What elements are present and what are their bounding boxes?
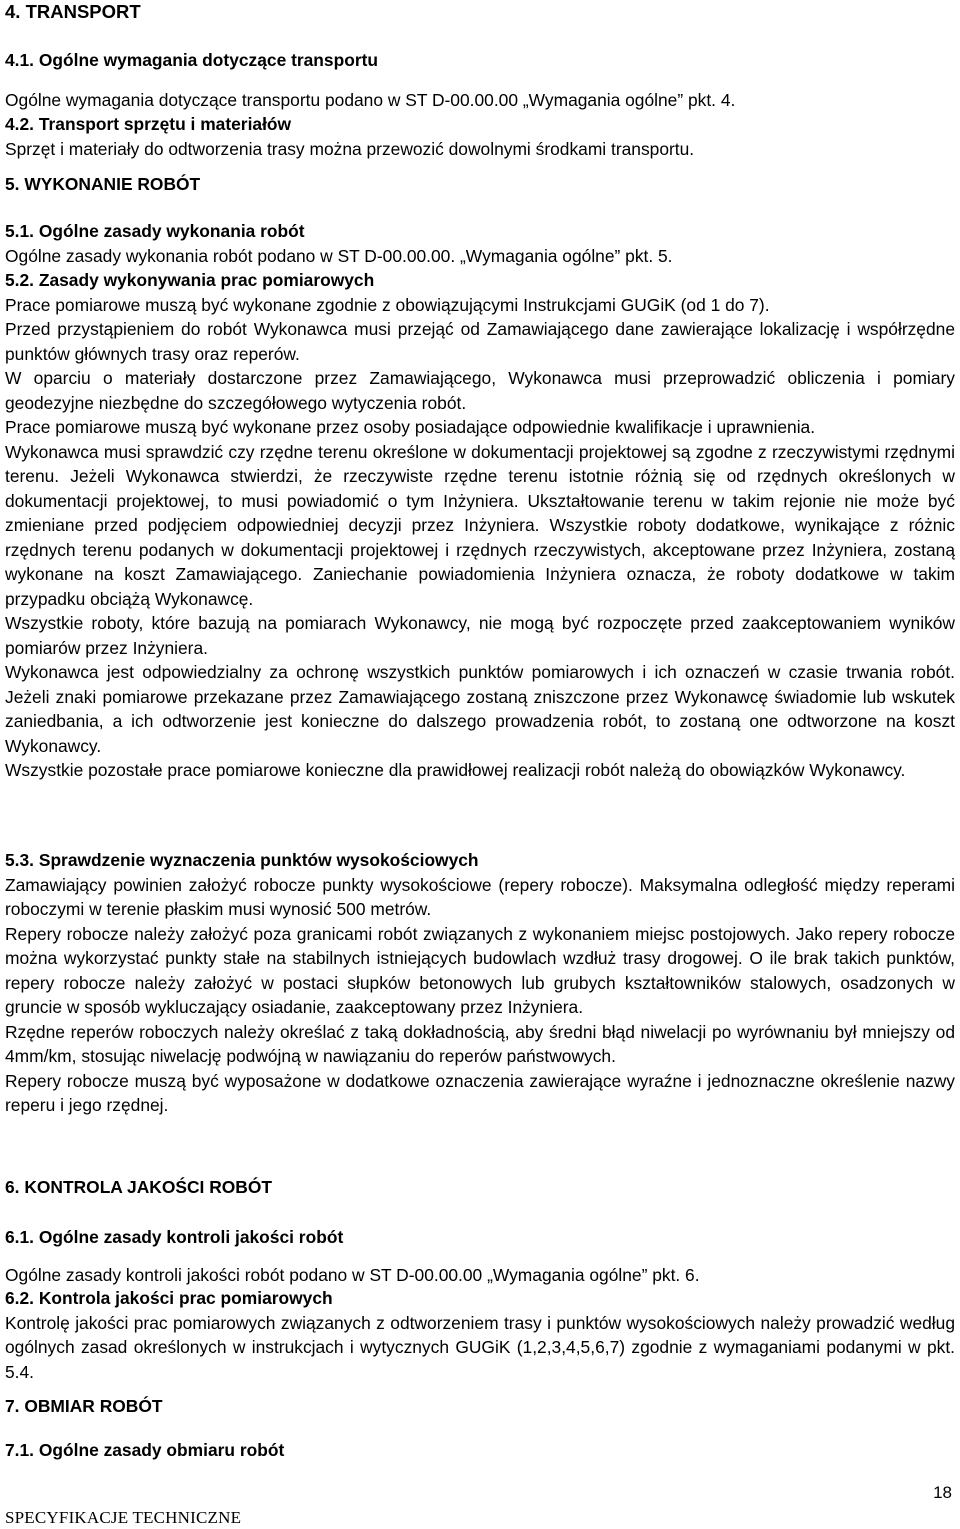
section-5-2 [5, 268, 955, 783]
heading-5-2: 5.2. Zasady wykonywania prac pomiarowych [5, 270, 375, 290]
section-4 [5, 0, 955, 25]
paragraph-6-1: Ogólne zasady kontroli jakości robót podano w ST D-00.00.00 „Wymagania ogólne” pkt. 6. [5, 1265, 700, 1285]
heading-5: 5. WYKONANIE ROBÓT [5, 174, 201, 194]
section-5-1 [5, 219, 955, 268]
paragraph-5-3-0: Zamawiający powinien założyć robocze punkty wysokościowe (repery robocze). Maksymalna odległość między reperami roboczymi w terenie płaskim musi wynosić 500 metrów. [5, 874, 955, 919]
paragraph-5-2-5: Wszystkie roboty, które bazują na pomiarach Wykonawcy, nie mogą być rozpoczęte przed zaakceptowaniem wyników pomiarów przez Inżyniera. [5, 613, 955, 658]
paragraph-5-2-7: Wszystkie pozostałe prace pomiarowe konieczne dla prawidłowej realizacji robót należą do obowiązków Wykonawcy. [5, 760, 906, 780]
paragraph-5-3-1: Repery robocze należy założyć poza granicami robót związanych z wykonaniem miejsc postojowych. Jako repery robocze można wykorzystać punkty stałe na stabilnych istniejących budowlach wzdłuż trasy drogowej. O ile brak takich punktów, repery robocze należy założyć w postaci słupków betonowych lub grubych kształtowników stalowych, osadzonych w gruncie w sposób wykluczający osiadanie, zaakceptowany przez Inżyniera. [5, 923, 955, 1017]
heading-6-2: 6.2. Kontrola jakości prac pomiarowych [5, 1288, 333, 1308]
paragraph-5-2-1: Przed przystąpieniem do robót Wykonawca musi przejąć od Zamawiającego dane zawierające lokalizację i współrzędne punktów głównych trasy oraz reperów. [5, 319, 955, 364]
page-number: 18 [933, 1483, 952, 1502]
paragraph-5-2-2: W oparciu o materiały dostarczone przez Zamawiającego, Wykonawca musi przeprowadzić obliczenia i pomiary geodezyjne niezbędne do szczegółowego wytyczenia robót. [5, 368, 955, 413]
section-4-1 [5, 48, 955, 73]
paragraph-4-1: Ogólne wymagania dotyczące transportu podano w ST D-00.00.00 „Wymagania ogólne” pkt. 4. [5, 90, 736, 110]
paragraph-6-2: Kontrolę jakości prac pomiarowych związanych z odtworzeniem trasy i punktów wysokościowych należy prowadzić według ogólnych zasad określonych w instrukcjach i wytycznych GUGiK (1,2,3,4,5,6,7) zgodnie z wymaganiami podanymi w pkt. 5.4. [5, 1312, 955, 1382]
section-6-1-body [5, 1263, 955, 1288]
paragraph-5-2-6: Wykonawca jest odpowiedzialny za ochronę wszystkich punktów pomiarowych i ich oznaczeń w czasie trwania robót. Jeżeli znaki pomiarowe przekazane przez Zamawiającego zostaną zniszczone przez Wykonawcę świadomie lub wskutek zaniedbania, a ich odtworzenie jest konieczne do dalszego prowadzenia robót, to zostaną one odtworzone na koszt Wykonawcy. [5, 662, 955, 756]
footer-title: SPECYFIKACJE TECHNICZNE [5, 1508, 242, 1527]
section-6 [5, 1175, 955, 1200]
section-5-3 [5, 848, 955, 1118]
heading-6: 6. KONTROLA JAKOŚCI ROBÓT [5, 1177, 272, 1197]
paragraph-5-2-4: Wykonawca musi sprawdzić czy rzędne terenu określone w dokumentacji projektowej są zgodne z rzeczywistymi rzędnymi terenu. Jeżeli Wykonawca stwierdzi, że rzeczywiste rzędne terenu istotnie różnią się od rzędnych określonych w dokumentacji projektowej, to musi powiadomić o tym Inżyniera. Ukształtowanie terenu w takim rejonie nie może być zmieniane przed podjęciem odpowiedniej decyzji przez Inżyniera. Wszystkie roboty dodatkowe, wynikające z różnic rzędnych terenu podanych w dokumentacji projektowej i rzędnych rzeczywistych, akceptowane przez Inżyniera, zostaną wykonane na koszt Zamawiającego. Zaniechanie powiadomienia Inżyniera oznacza, że roboty dodatkowe w takim przypadku obciążą Wykonawcę. [5, 441, 955, 609]
heading-5-3: 5.3. Sprawdzenie wyznaczenia punktów wysokościowych [5, 850, 479, 870]
paragraph-5-2-3: Prace pomiarowe muszą być wykonane przez osoby posiadające odpowiednie kwalifikacje i uprawnienia. [5, 417, 816, 437]
paragraph-4-2: Sprzęt i materiały do odtworzenia trasy można przewozić dowolnymi środkami transportu. [5, 138, 695, 159]
section-7-1 [5, 1438, 955, 1463]
heading-5-1: 5.1. Ogólne zasady wykonania robót [5, 221, 305, 241]
heading-4-1: 4.1. Ogólne wymagania dotyczące transportu [5, 50, 379, 70]
section-6-1 [5, 1225, 955, 1250]
section-4-2 [5, 112, 955, 161]
heading-7-1: 7.1. Ogólne zasady obmiaru robót [5, 1440, 285, 1460]
heading-7: 7. OBMIAR ROBÓT [5, 1396, 163, 1416]
paragraph-5-3-2: Rzędne reperów roboczych należy określać z taką dokładnością, aby średni błąd niwelacji po wyrównaniu był mniejszy od 4mm/km, stosując niwelację podwójną w nawiązaniu do reperów państwowych. [5, 1021, 955, 1066]
section-4-1-body [5, 88, 955, 113]
section-7 [5, 1394, 955, 1419]
paragraph-5-3-3: Repery robocze muszą być wyposażone w dodatkowe oznaczenia zawierające wyraźne i jednoznaczne określenie nazwy reperu i jego rzędnej. [5, 1070, 955, 1115]
paragraph-5-1: Ogólne zasady wykonania robót podano w ST D-00.00.00. „Wymagania ogólne” pkt. 5. [5, 245, 673, 266]
heading-4: 4. TRANSPORT [5, 1, 141, 22]
heading-4-2: 4.2. Transport sprzętu i materiałów [5, 114, 292, 134]
paragraph-5-2-0: Prace pomiarowe muszą być wykonane zgodnie z obowiązującymi Instrukcjami GUGiK (od 1 do 7). [5, 294, 770, 315]
section-5 [5, 172, 955, 197]
section-6-2 [5, 1286, 955, 1384]
heading-6-1: 6.1. Ogólne zasady kontroli jakości robót [5, 1227, 344, 1247]
